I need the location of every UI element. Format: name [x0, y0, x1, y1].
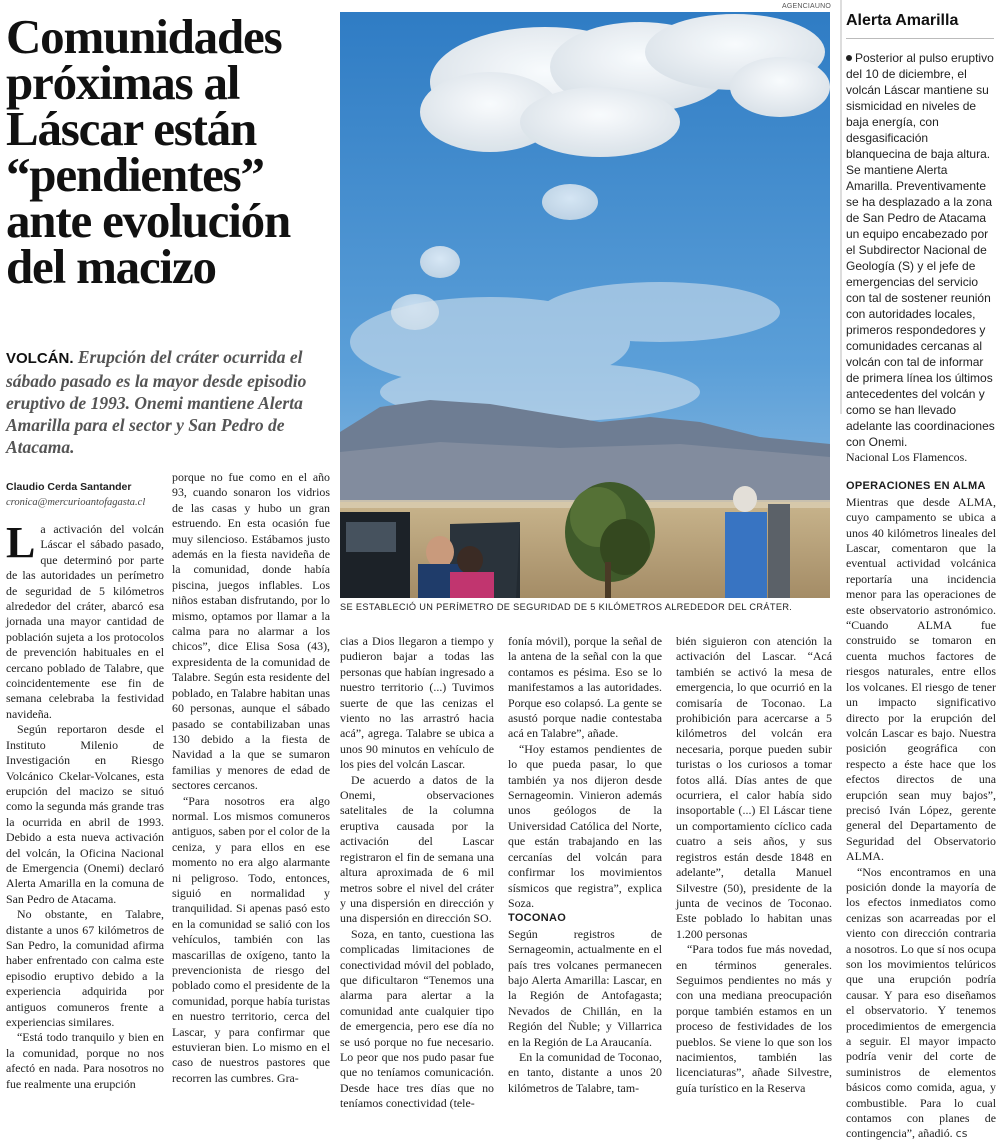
paragraph-text: “Nos encontramos en una posición donde la mayoría de los efectos inmediatos como cenizas son acarreadas por el viento con dirección contraria a nosotros. Lo que sí nos ocupa son los movimientos telúricos que una erupción podría causar. Y para eso diseñamos el observatorio. Y tenemos procedimientos de emergencia a seguir. El mayor impacto podría venir del corte de suministros de elementos básicos como comida, agua, y combustible. Para lo cual contamos con planes de contingencia”, añadió. — [846, 864, 996, 1141]
deck-text: Erupción del cráter ocurrida el sábado pasado es la mayor desde episodio eruptivo de 1993. Onemi mantiene Alerta Amarilla para el sector y San Pedro de Atacama. — [6, 347, 307, 457]
paragraph: a activación del volcán Láscar el sábado pasado, que determinó por parte de las autoridades un perímetro de seguridad de 5 kilómetros alrededor del cráter, abarcó esa jornada una mayor cantidad de población sujeta a los protocolos de prevención habituales en el cercano poblado de Talabre, que coincidentemente ese fin de semana celebraba la festividad navideña. — [6, 522, 164, 721]
deck-kicker: VOLCÁN. — [6, 350, 74, 367]
photo-credit: AGENCIAUNO — [782, 3, 832, 10]
sidebar-body: Posterior al pulso eruptivo del 10 de diciembre, el volcán Láscar mantiene su sismicidad en niveles de baja energía, con desgasificación blanquecina de baja altura. Se mantiene Alerta Amarilla. Preventivamente se ha desplazado a la zona de San Pedro de Atacama un equipo encabezado por el Subdirector Nacional de Geología (S) y el jefe de emergencias del servicio con tal de sostener reunión con autoridades locales, primeros respondedores y comunidades cercanas al volcán con tal de informar de primera línea los últimos antecedentes del volcán y como se han llevado adelante las coordinaciones con Onemi. — [846, 51, 995, 449]
paragraph — [846, 865, 996, 1142]
bullet-icon — [846, 55, 852, 61]
byline-author: Claudio Cerda Santander — [6, 481, 132, 493]
article-column-2 — [172, 470, 330, 1108]
article-column-6 — [846, 450, 996, 1141]
article-column-4 — [508, 634, 662, 1108]
photo-caption: SE ESTABLECIÓ UN PERÍMETRO DE SEGURIDAD DE 5 KILÓMETROS ALREDEDOR DEL CRÁTER. — [340, 602, 793, 612]
paragraph: De acuerdo a datos de la Onemi, observaciones satelitales de la columna eruptiva causada por la activación del Lascar registraron el fin de semana una altura aproximada de 6 mil metros sobre el nivel del cráter y una dispersión en dirección y una dispersión en dirección SO. — [340, 772, 494, 926]
paragraph: Mientras que desde ALMA, cuyo campamento se ubica a unos 40 kilómetros lineales del Lascar, comentaron que la eventual actividad volcánica reportaría una incidencia menor para las operaciones de este observatorio astronómico. “Cuando ALMA fue construido se tomaron en cuenta muchos factores de riesgos naturales, entre ellos los volcanes. El riesgo de tener un impacto significativo directo por la erupción del volcán Lascar es bajo. Nuestra posición geográfica con respecto a éste hace que los efectos directos de una erupción sean muy bajos”, precisó Iván López, gerente general del Departamento de Seguridad del Observatorio ALMA. — [846, 494, 996, 864]
sidebar-divider — [846, 38, 994, 39]
paragraph: En la comunidad de Toconao, en tanto, distante a unos 20 kilómetros de Talabre, tam- — [508, 1049, 662, 1095]
subhead-toconao: TOCONAO — [508, 912, 567, 925]
paragraph: Según registros de Sernageomin, actualmente en el país tres volcanes permanecen bajo Alerta Amarilla: Lascar, en la Región de Antofagasta; Nevados de Chillán, en la Región del Ñuble; y Villarrica en la Región de La Araucanía. — [508, 926, 662, 1049]
paragraph: Según reportaron desde el Instituto Milenio de Investigación en Riesgo Volcánico Ckelar-Volcanes, esta erupción del macizo se situó como la segunda más grande tras la ocurrida en abril de 1993. Debido a esta nueva activación del volcán, la Oficina Nacional de Emergencia (Onemi) declaró Alerta Amarilla en la comuna de San Pedro de Atacama. — [6, 722, 164, 906]
paragraph: bién siguieron con atención la activación del Lascar. “Acá también se activó la mesa de emergencia, lo que ocurrió en la comisaría de Toconao. La prohibición para acercarse a 5 kilómetros del volcán era necesaria, porque pueden subir turistas o los curiosos a tomar fotos allá. Días antes de que ocurriera, el calor había sido insoportable (...) El Láscar tiene un comportamiento cíclico cada cuatro a seis años, y sus registros están desde 1848 en adelante”, detalla Manuel Silvestre (50), presidente de la junta de vecinos de Toconao. Este poblado lo habitan unas 1.200 personas — [676, 634, 832, 941]
deck — [6, 346, 324, 458]
sidebar-title: Alerta Amarilla — [846, 12, 959, 29]
paragraph: porque no fue como en el año 93, cuando sonaron los vidrios de las casas y hubo un gran estruendo. En esta ocasión fue muy silencioso. Estábamos justo además en la fiesta navideña de la comunidad, donde había piscina, juegos inflables. Los niños estaban disfrutando, por lo mismo, optamos por llamar a la calma para no alarmar a los chicos”, dice Elisa Sosa (43), expresidenta de la comunidad de Talabre. Según esta residente del poblado, en Talabre habitan unas 60 personas, aunque el sábado pasado se contabilizaban unas 130 debido a la fiesta de Navidad a la que se sumaron familias y menores de edad de sectores cercanos. — [172, 470, 330, 793]
end-mark: cs — [955, 1127, 968, 1141]
volcano-photo-illustration — [340, 12, 830, 598]
paragraph: fonía móvil), porque la señal de la antena de la señal con la que contamos es pésima. Eso se lo manifestamos a las autoridades. Porque eso colapsó. La gente se asustó porque nadie contestaba acá en Talabre”, añade. — [508, 634, 662, 741]
paragraph: Soza, en tanto, cuestiona las complicadas limitaciones de conectividad móvil del poblado, que dificultaron “Tenemos una alarma para alertar a la comunidad ante cualquier tipo de emergencia, pero ese día no se usó porque no fue necesario. Lo peor que nos pudo pasar fue que no teníamos comunicación. Desde hace tres días que no teníamos conectividad (tele- — [340, 926, 494, 1111]
article-column-3 — [340, 634, 494, 1111]
headline: Comunidades próximas al Láscar están “pendientes” ante evolución del macizo — [6, 9, 290, 294]
subhead-alma: OPERACIONES EN ALMA — [846, 480, 986, 493]
article-column-1 — [6, 518, 164, 1108]
paragraph: cias a Dios llegaron a tiempo y pudieron bajar a todas las personas que habían ingresado a nuestro territorio (...) Tuvimos suerte de que las cenizas el viento no las arrastró hacia acá”, agrega. Talabre se ubica a unos 90 minutos en vehículo de los pies del volcán Lascar. — [340, 634, 494, 772]
paragraph: “Para nosotros era algo normal. Los mismos comuneros antiguos, saben por el color de la ceniza, y para ellos en ese momento no era algo alarmante ni peligroso. Todo, entonces, siguió en normalidad y tranquilidad. Si apenas pasó esto en la comunidad se salió con los vehículos, también con las mascarillas de oxígeno, tanto la prevencionista de riesgo del poblado como el presidente de la comunidad, porque había turistas en nuestro territorio, cerca del Lascar, y para confirmar que estuvieran bien. Lo mismo en el caso de nuestros pastores que recorren las cumbres. Gra- — [172, 793, 330, 1085]
byline-email[interactable]: cronica@mercurioantofagasta.cl — [6, 497, 146, 508]
sidebar-text — [846, 50, 996, 450]
paragraph: “Hoy estamos pendientes de lo que pueda pasar, lo que también ya nos dijeron desde Sernageomin. Vinieron además unos geólogos de la Universidad Católica del Norte, que están trabajando en las cercanías del volcán para confirmar los movimientos sísmicos que registra”, explica Soza. — [508, 741, 662, 910]
article-column-5 — [676, 634, 832, 1108]
paragraph: “Para todos fue más novedad, en términos generales. Seguimos pendientes no más y con una mediana preocupación porque también estamos en un proceso de festividades de los pueblos. Se viene lo que son los nacimientos, también las licenciaturas”, añade Silvestre, guía turístico en la Reserva — [676, 942, 832, 1095]
paragraph: Nacional Los Flamencos. — [846, 450, 968, 464]
volcano-photo — [340, 12, 830, 598]
paragraph: “Está todo tranquilo y bien en la comunidad, porque no nos afectó en nada. Para nosotros no fue realmente una erupción — [6, 1030, 164, 1091]
drop-cap: L — [6, 518, 36, 567]
paragraph: No obstante, en Talabre, distante a unos 67 kilómetros de San Pedro, la comunidad afirma haber enfrentado con calma este episodio eruptivo debido a la experiencia adquirida por antiguos comuneros frente a experiencias similares. — [6, 907, 164, 1029]
